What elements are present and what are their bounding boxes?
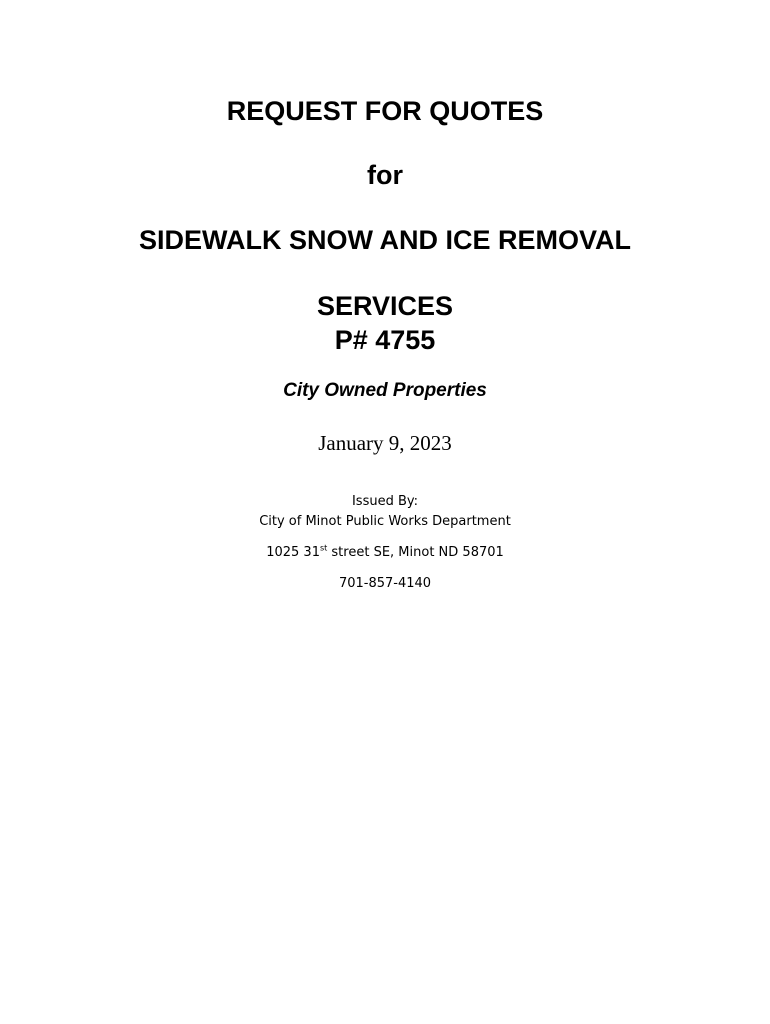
title-request-for-quotes: REQUEST FOR QUOTES <box>226 96 544 126</box>
address-superscript: st <box>319 543 328 553</box>
title-for: for <box>367 160 403 190</box>
issuer-phone: 701-857-4140 <box>338 576 432 591</box>
address-suffix: street SE, Minot ND 58701 <box>327 545 504 560</box>
issuer-name: City of Minot Public Works Department <box>259 514 511 529</box>
project-number: P# 4755 <box>334 325 436 355</box>
title-sidewalk-snow-ice-removal: SIDEWALK SNOW AND ICE REMOVAL <box>139 225 631 255</box>
title-services: SERVICES <box>316 291 454 321</box>
issuer-address <box>0 544 770 562</box>
address-prefix: 1025 31 <box>266 545 320 560</box>
issued-by-label: Issued By: <box>351 494 419 509</box>
document-date: January 9, 2023 <box>318 431 452 455</box>
subtitle-city-owned-properties: City Owned Properties <box>283 380 487 401</box>
